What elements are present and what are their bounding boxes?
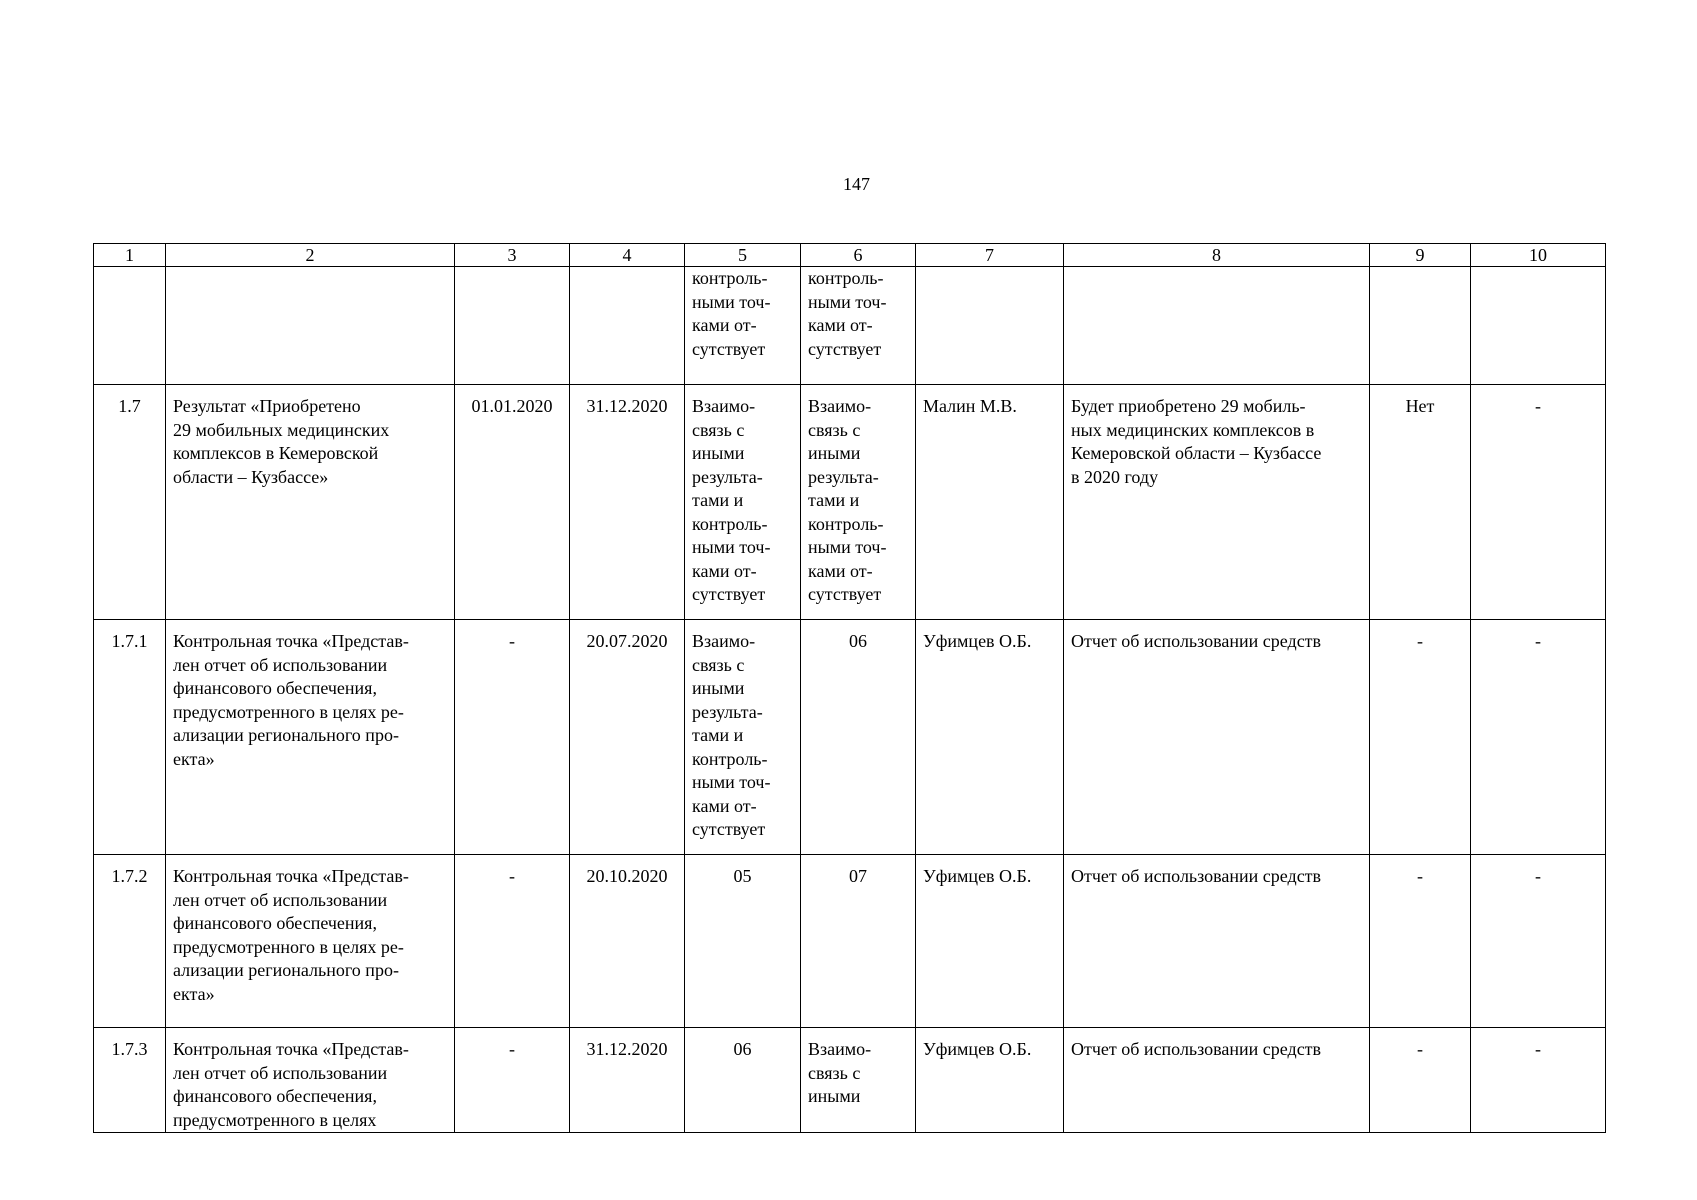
row-col5: Взаимо- связь с иными результа- тами и контроль- ными точ- ками от- сутствует: [685, 620, 801, 855]
plan-table: [93, 243, 1606, 1133]
row-col10: -: [1471, 385, 1606, 620]
row-name: Контрольная точка «Представ- лен отчет об использовании финансового обеспечения, предусмотренного в целях: [166, 1028, 455, 1133]
table-row: [94, 1028, 1606, 1133]
row-name: Контрольная точка «Представ- лен отчет об использовании финансового обеспечения, предусмотренного в целях ре- ализации регионального про- екта»: [166, 855, 455, 1028]
row-result: Будет приобретено 29 мобиль- ных медицинских комплексов в Кемеровской области – Кузбассе в 2020 году: [1064, 385, 1370, 620]
row-col10: -: [1471, 620, 1606, 855]
row-col9: -: [1370, 620, 1471, 855]
col-header-3: 3: [455, 244, 570, 267]
row-start-date: -: [455, 620, 570, 855]
row-col9: -: [1370, 855, 1471, 1028]
row-col6: Взаимо- связь с иными результа- тами и контроль- ными точ- ками от- сутствует: [801, 385, 916, 620]
row-result: [1064, 267, 1370, 385]
table-row: [94, 855, 1606, 1028]
row-col10: -: [1471, 1028, 1606, 1133]
row-start-date: 01.01.2020: [455, 385, 570, 620]
row-responsible: [916, 267, 1064, 385]
row-col6: 06: [801, 620, 916, 855]
row-col5: 05: [685, 855, 801, 1028]
row-number: 1.7: [94, 385, 166, 620]
row-end-date: 31.12.2020: [570, 1028, 685, 1133]
col-header-7: 7: [916, 244, 1064, 267]
row-number: [94, 267, 166, 385]
row-end-date: 31.12.2020: [570, 385, 685, 620]
row-end-date: [570, 267, 685, 385]
table-row: [94, 620, 1606, 855]
row-result: Отчет об использовании средств: [1064, 1028, 1370, 1133]
row-start-date: -: [455, 1028, 570, 1133]
col-header-6: 6: [801, 244, 916, 267]
row-col5: 06: [685, 1028, 801, 1133]
row-end-date: 20.10.2020: [570, 855, 685, 1028]
table-row: [94, 385, 1606, 620]
row-end-date: 20.07.2020: [570, 620, 685, 855]
row-result: Отчет об использовании средств: [1064, 855, 1370, 1028]
row-col10: -: [1471, 855, 1606, 1028]
row-number: 1.7.2: [94, 855, 166, 1028]
row-responsible: Малин М.В.: [916, 385, 1064, 620]
row-col6: 07: [801, 855, 916, 1028]
col-header-1: 1: [94, 244, 166, 267]
row-col9: Нет: [1370, 385, 1471, 620]
row-col5: контроль- ными точ- ками от- сутствует: [685, 267, 801, 385]
row-col9: [1370, 267, 1471, 385]
table-row: [94, 267, 1606, 385]
row-col6: Взаимо- связь с иными: [801, 1028, 916, 1133]
row-name: [166, 267, 455, 385]
row-name: Контрольная точка «Представ- лен отчет об использовании финансового обеспечения, предусмотренного в целях ре- ализации регионального про- екта»: [166, 620, 455, 855]
row-responsible: Уфимцев О.Б.: [916, 1028, 1064, 1133]
row-number: 1.7.1: [94, 620, 166, 855]
column-number-row: [94, 244, 1606, 267]
row-number: 1.7.3: [94, 1028, 166, 1133]
col-header-8: 8: [1064, 244, 1370, 267]
row-responsible: Уфимцев О.Б.: [916, 620, 1064, 855]
col-header-5: 5: [685, 244, 801, 267]
row-result: Отчет об использовании средств: [1064, 620, 1370, 855]
page-number: 147: [843, 174, 870, 194]
row-col5: Взаимо- связь с иными результа- тами и контроль- ными точ- ками от- сутствует: [685, 385, 801, 620]
row-start-date: -: [455, 855, 570, 1028]
row-col10: [1471, 267, 1606, 385]
row-col9: -: [1370, 1028, 1471, 1133]
row-col6: контроль- ными точ- ками от- сутствует: [801, 267, 916, 385]
row-start-date: [455, 267, 570, 385]
row-responsible: Уфимцев О.Б.: [916, 855, 1064, 1028]
col-header-4: 4: [570, 244, 685, 267]
col-header-10: 10: [1471, 244, 1606, 267]
col-header-2: 2: [166, 244, 455, 267]
row-name: Результат «Приобретено 29 мобильных медицинских комплексов в Кемеровской области – Кузбассе»: [166, 385, 455, 620]
col-header-9: 9: [1370, 244, 1471, 267]
